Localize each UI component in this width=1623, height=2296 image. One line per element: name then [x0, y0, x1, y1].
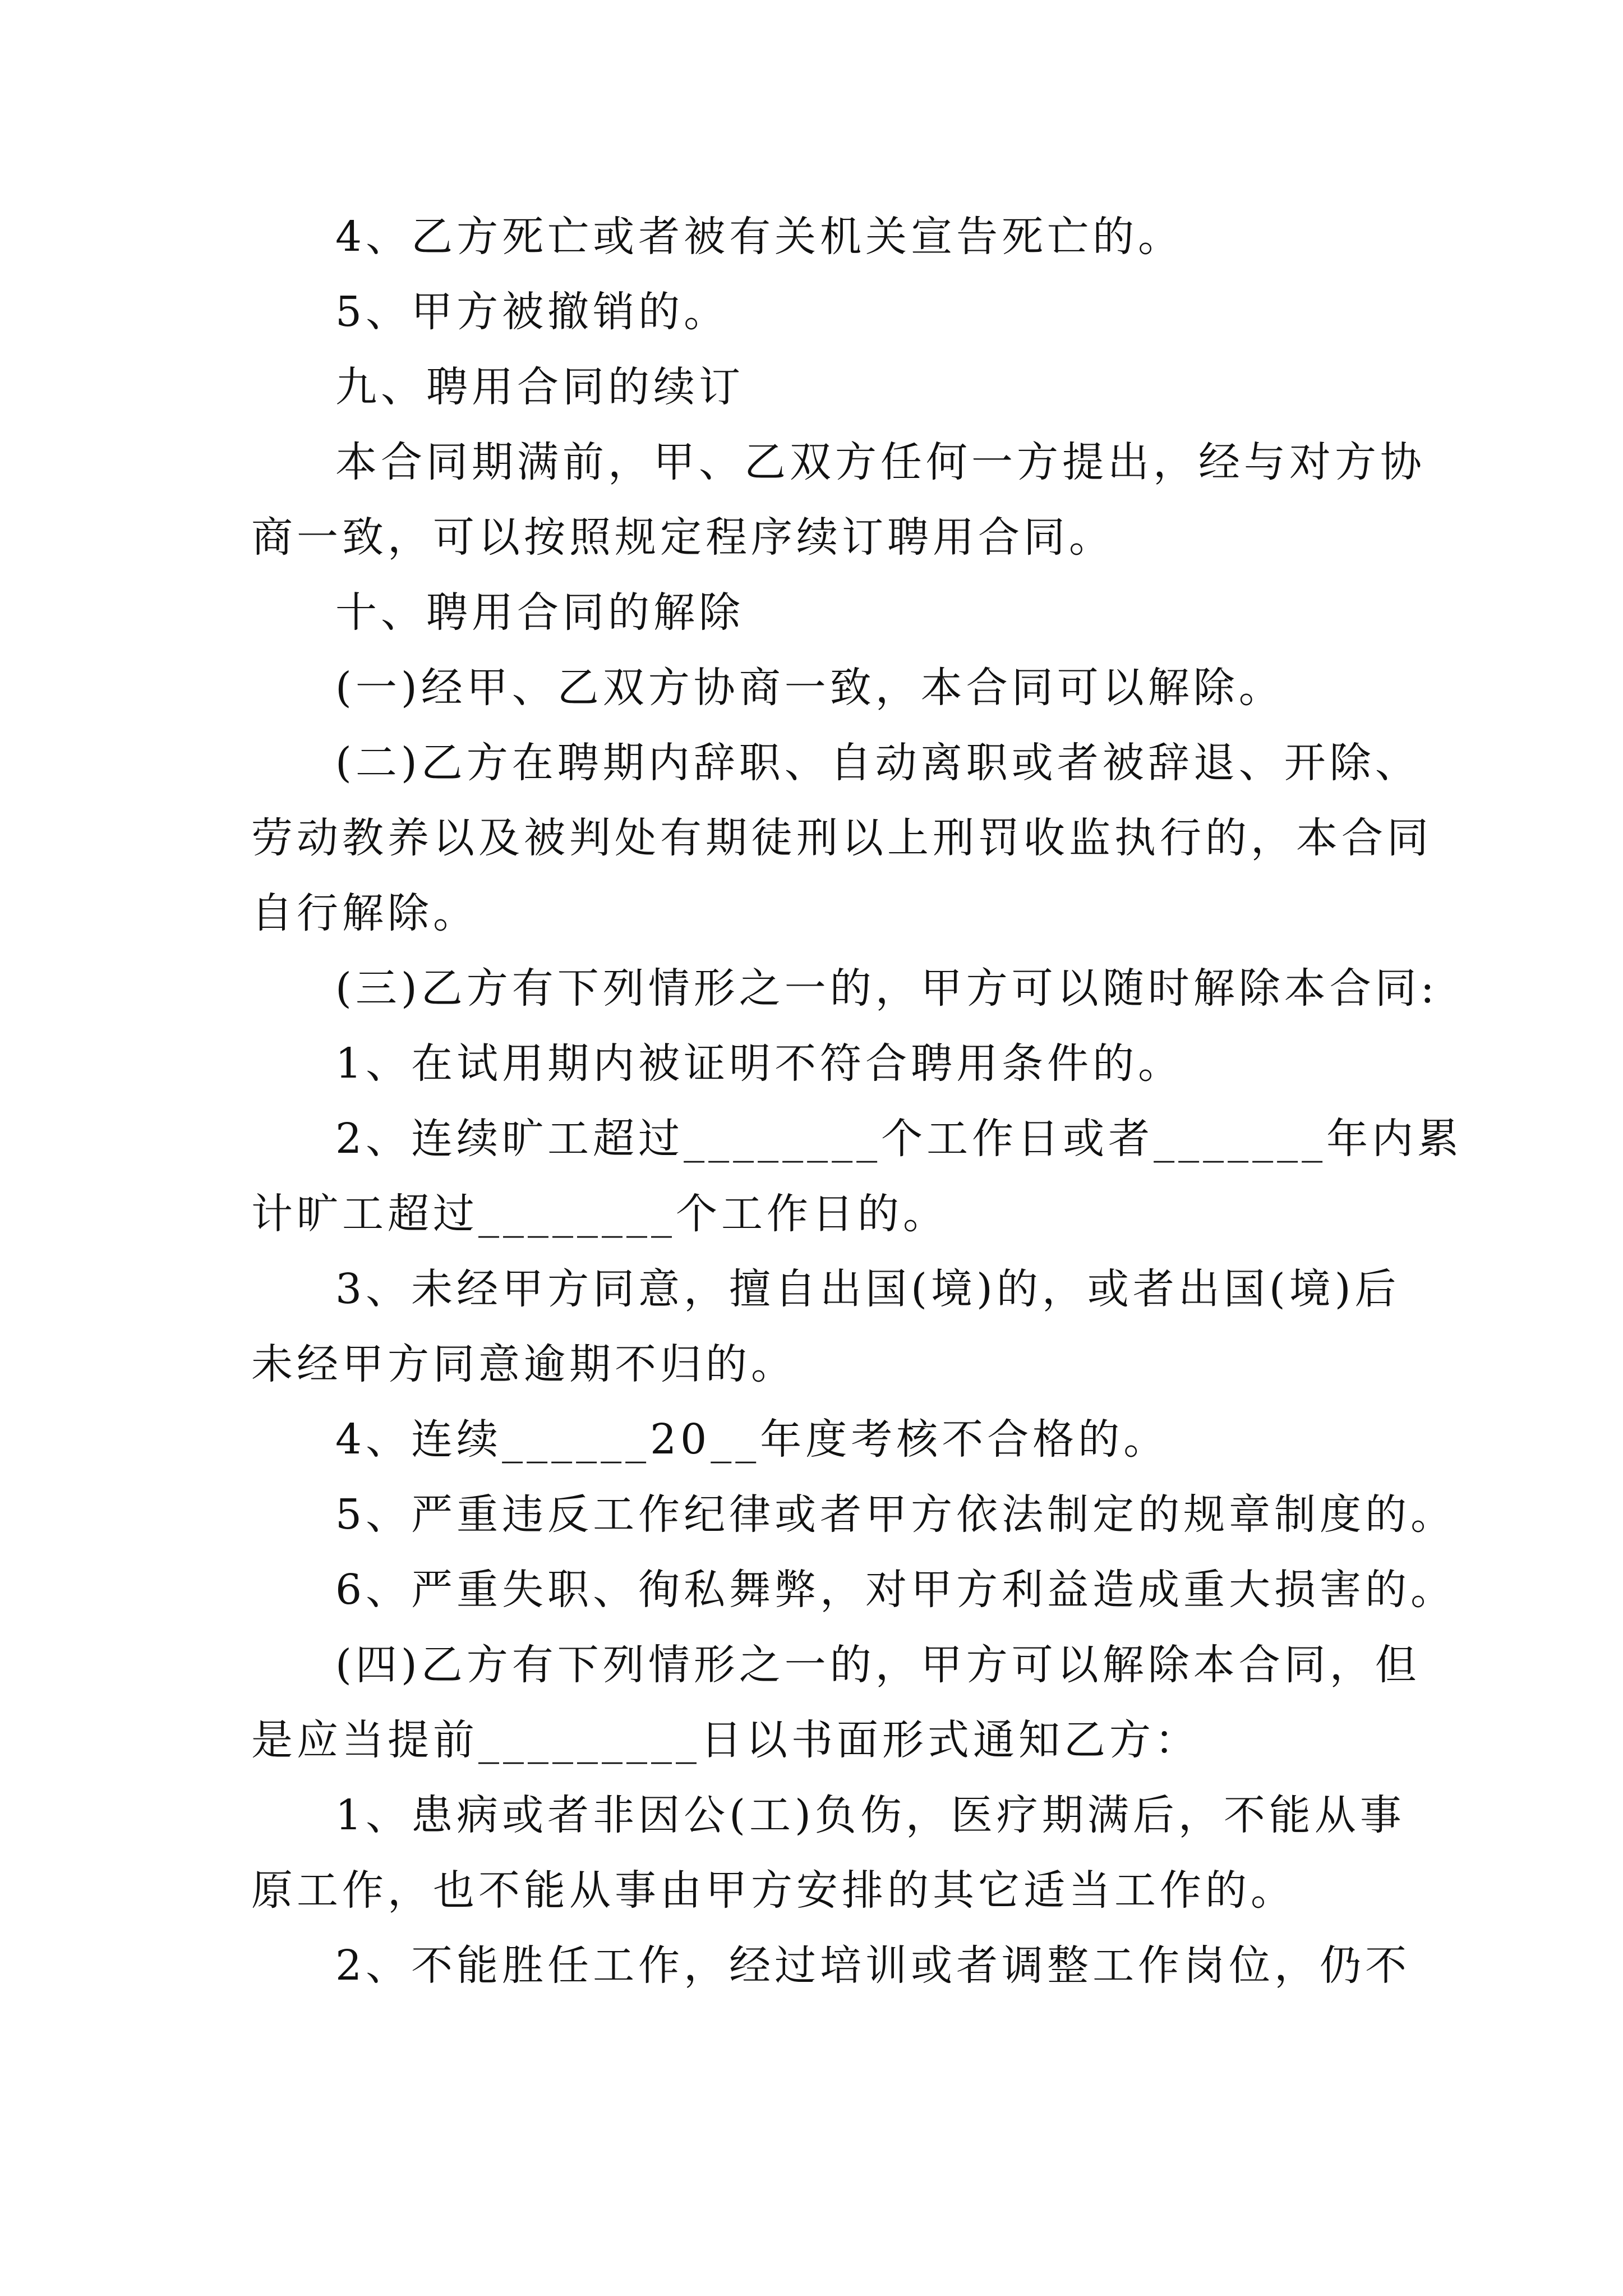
paragraph-line: 商一致，可以按照规定程序续订聘用合同。: [251, 513, 1114, 562]
section-heading: 九、聘用合同的续订: [335, 363, 744, 411]
paragraph-line: 是应当提前_________日以书面形式通知乙方：: [251, 1716, 1200, 1764]
paragraph-line: 劳动教养以及被判处有期徒刑以上刑罚收监执行的，本合同: [251, 814, 1432, 862]
paragraph-line: 本合同期满前，甲、乙双方任何一方提出，经与对方协: [335, 438, 1426, 486]
paragraph-line: (一)经甲、乙双方协商一致，本合同可以解除。: [335, 664, 1284, 712]
paragraph-line: 计旷工超过________个工作日的。: [251, 1190, 948, 1238]
paragraph-line: 未经甲方同意逾期不归的。: [251, 1340, 796, 1388]
paragraph-line: 5、甲方被撤销的。: [335, 288, 730, 336]
paragraph-line: (四)乙方有下列情形之一的，甲方可以解除本合同，但: [335, 1641, 1421, 1689]
paragraph-line: 5、严重违反工作纪律或者甲方依法制定的规章制度的。: [335, 1490, 1456, 1539]
paragraph-line: (二)乙方在聘期内辞职、自动离职或者被辞退、开除、: [335, 739, 1421, 787]
paragraph-line: 4、乙方死亡或者被有关机关宣告死亡的。: [335, 213, 1184, 261]
paragraph-line: 原工作，也不能从事由甲方安排的其它适当工作的。: [251, 1866, 1296, 1915]
paragraph-line: 1、患病或者非因公(工)负伤，医疗期满后，不能从事: [335, 1791, 1405, 1839]
document-body: [251, 199, 1463, 2003]
paragraph-line: (三)乙方有下列情形之一的，甲方可以随时解除本合同:: [335, 964, 1438, 1013]
paragraph-line: 4、连续______20__年度考核不合格的。: [335, 1415, 1169, 1464]
paragraph-line: 1、在试用期内被证明不符合聘用条件的。: [335, 1039, 1184, 1088]
paragraph-line: 3、未经甲方同意，擅自出国(境)的，或者出国(境)后: [335, 1265, 1400, 1313]
section-heading: 十、聘用合同的解除: [335, 588, 744, 637]
paragraph-line: 6、严重失职、徇私舞弊，对甲方利益造成重大损害的。: [335, 1566, 1456, 1614]
paragraph-line: 自行解除。: [251, 889, 478, 937]
paragraph-line: 2、连续旷工超过________个工作日或者_______年内累: [335, 1115, 1463, 1163]
paragraph-line: 2、不能胜任工作，经过培训或者调整工作岗位，仍不: [335, 1941, 1411, 1990]
